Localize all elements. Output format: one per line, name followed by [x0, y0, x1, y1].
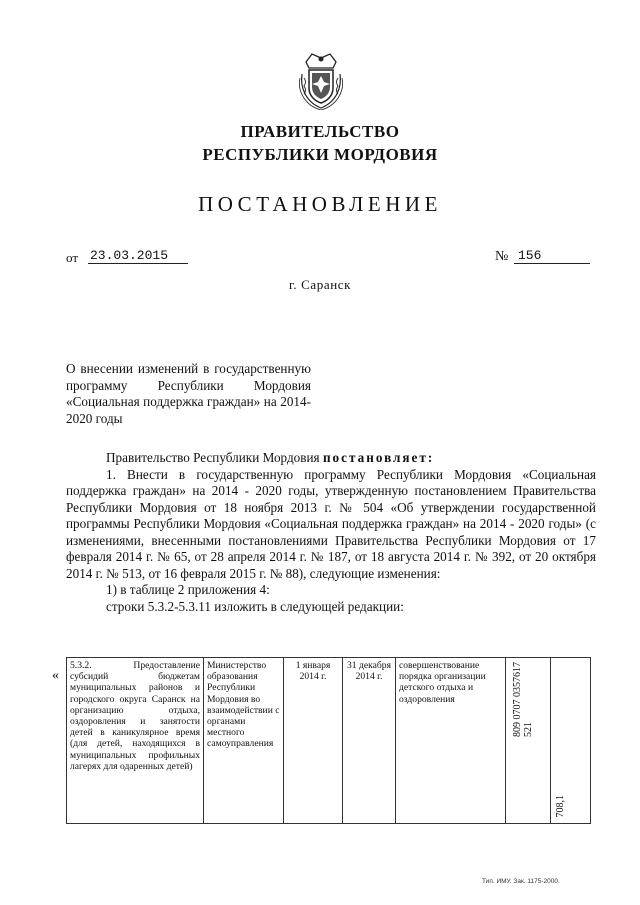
number-prefix: № [495, 249, 509, 264]
budget-code [512, 662, 534, 737]
budget-code-line1: 809 0707 0357617 [512, 662, 523, 737]
government-title-line2: РЕСПУБЛИКИ МОРДОВИЯ [202, 145, 438, 164]
program-table [66, 657, 591, 824]
date-prefix: от [66, 250, 79, 265]
coat-of-arms-icon [296, 48, 346, 110]
table-cell-start: 1 января 2014 г. [284, 658, 343, 824]
city: г. Саранск [288, 277, 352, 292]
document-subject: О внесении изменений в государственную программу Республики Мордовия «Социальная поддержка граждан» на 2014-2020 годы [66, 361, 311, 426]
quote-mark: « [52, 668, 59, 683]
table-cell-item: 5.3.2. Предоставление субсидий бюджетам муниципальных районов и городского округа Саранск на организацию отдыха, оздоровления и занятости детей в каникулярное время (для детей, находящихся в муниципальных профильных лагерях для одаренных детей) [67, 658, 204, 824]
table-cell-executor: Министерство образования Республики Мордовия во взаимодействии с органами местного самоуправления [204, 658, 284, 824]
table-row [67, 658, 591, 824]
paragraph-3: строки 5.3.2-5.3.11 изложить в следующей редакции: [106, 598, 404, 614]
table-cell-code [506, 658, 551, 824]
table-cell-result: совершенствование порядка организации детского отдыха и оздоровления [396, 658, 506, 824]
intro-text: Правительство Республики Мордовия [106, 450, 323, 465]
document-body [66, 450, 596, 615]
amount: 708,1 [555, 794, 566, 817]
budget-code-line2: 521 [523, 722, 534, 737]
government-title-line1: ПРАВИТЕЛЬСТВО [240, 122, 400, 141]
table-cell-amount [551, 658, 591, 824]
table-cell-end: 31 декабря 2014 г. [343, 658, 396, 824]
document-type: ПОСТАНОВЛЕНИЕ [198, 192, 442, 216]
print-footer: Тип. ИМУ. Зак. 1175-2000. [482, 878, 560, 885]
intro-emphasis: постановляет: [322, 450, 435, 465]
document-number: 156 [514, 248, 590, 264]
paragraph-1: 1. Внести в государственную программу Республики Мордовия «Социальная поддержка граждан» на 2014 - 2020 годы, утвержденную постановлением Правительства Республики Мордовия от 18 ноября 2013 г. № 504 «Об утверждении государственной программы Республики Мордовия «Социальная поддержка граждан» на 2014 - 2020 годы» (с изменениями, внесенными постановлениями Правительства Республики Мордовия от 17 февраля 2014 г. № 65, от 28 апреля 2014 г. № 187, от 18 августа 2014 г. № 392, от 20 октября 2014 г. № 513, от 16 февраля 2015 г. № 88), следующие изменения: [66, 466, 596, 581]
paragraph-2: 1) в таблице 2 приложения 4: [106, 582, 270, 597]
intro-paragraph [66, 450, 596, 467]
document-date: 23.03.2015 [88, 248, 188, 264]
